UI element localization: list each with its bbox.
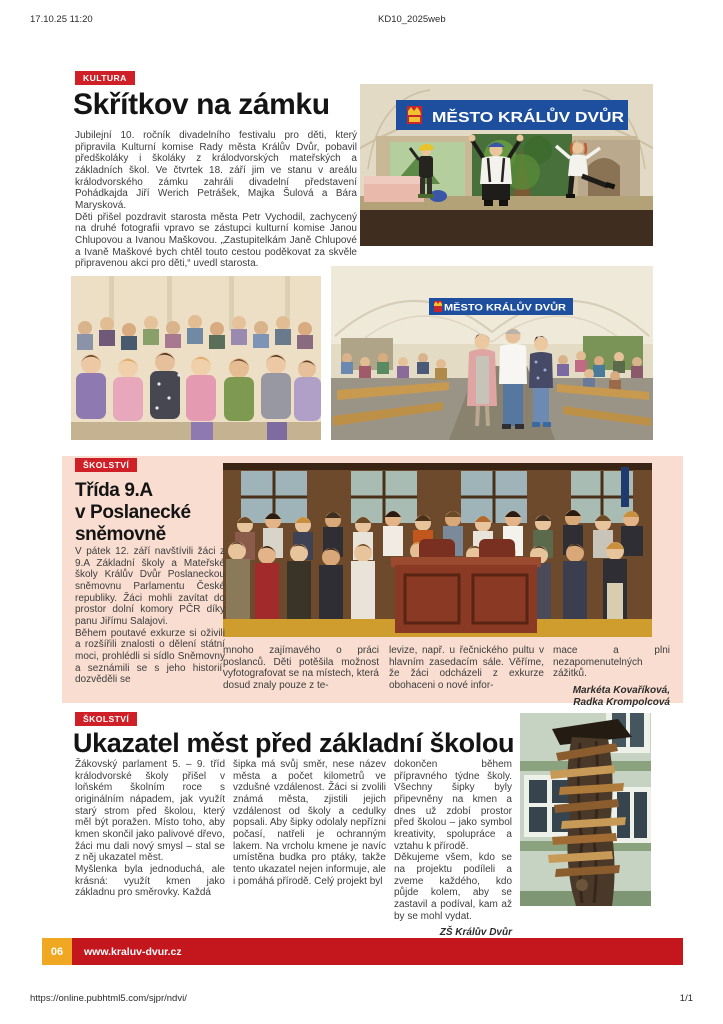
tent-officials-photo xyxy=(331,266,653,440)
svg-text:MĚSTO KRÁLŮV DVŮR: MĚSTO KRÁLŮV DVŮR xyxy=(444,302,544,313)
snemovna-column-1 xyxy=(75,546,225,686)
article-kultura-headline: Skřítkov na zámku xyxy=(73,88,330,121)
signature-author-2: Radka Krompolcová xyxy=(573,697,670,709)
ukazatel-column-1 xyxy=(75,759,225,899)
building-window-right xyxy=(612,787,651,843)
page-footer-bar xyxy=(42,938,683,965)
print-doc-title: KD10_2025web xyxy=(378,14,446,25)
article-kultura-paragraph-2: Děti přišel pozdravit starosta města Petr Vychodil, zachycený na druhé fotografii vpravo se zástupci kulturní komise Janou Chlupovou a Ivanou Maškovou. „Zastupitelkám Janě Chlupové a Ivaně Maškové bych chtěl touto cestou poděkovat za skvěle připravenou akci pro děti,“ uvedl starosta. xyxy=(75,211,357,270)
signature-author-1: Markéta Kovaříková, xyxy=(572,684,670,696)
snemovna-col1-paragraph-2: Během poutavé exkurze si oživili a rozšířili znalosti o dělení státní moci, prohlédli si sídlo Sněmovny a seznámili se s jeho historií, dozvěděli se xyxy=(75,627,225,686)
page-number-badge: 06 xyxy=(42,938,72,965)
snemovna-column-3: levize, např. u řečnického pultu v hlavním zasedacím sále. Věříme, že žáci odcházeli z exkurze obohaceni o nové infor- xyxy=(389,645,544,691)
city-crest-icon xyxy=(407,106,422,124)
article-ukazatel-headline: Ukazatel měst před základní školou xyxy=(73,728,515,758)
section-tag-skolstvi-2: ŠKOLSTVÍ xyxy=(75,712,137,726)
children-audience-photo xyxy=(71,276,321,440)
snemovna-signature xyxy=(553,685,670,710)
footer-website: www.kraluv-dvur.cz xyxy=(84,945,182,958)
article-kultura-paragraph-1: Jubilejní 10. ročník divadelního festivalu pro děti, který připravila Kulturní komise Rady města Králův Dvůr, pobavil předškoláky i školáky z králodvorských mateřských a základních škol. Ve čtvrtek 18. září jim ve stanu v areálu králodvorského zámku zahráli divadelní představení Pohádkajda Jiří Werich Petrášek, Majka Šulová a Bára Marysková. xyxy=(75,130,357,211)
article-snemovna-headline xyxy=(75,480,191,546)
snemovna-column-4 xyxy=(553,645,670,710)
snemovna-col1-paragraph-1: V pátek 12. září navštívili žáci z 9.A Základní školy a Mateřské školy Králův Dvůr Poslaneckou sněmovnu Parlamentu České republiky. Žáci mohli zavítat do prostor dolní komory PČR díky panu Jiřímu Salajovi. xyxy=(75,546,225,627)
parliament-class-photo xyxy=(223,463,652,637)
ukazatel-signature: ZŠ Králův Dvůr xyxy=(439,927,512,939)
signpost-pole-photo xyxy=(520,713,651,906)
print-datetime: 17.10.25 11:20 xyxy=(30,14,93,25)
print-page-indicator: 1/1 xyxy=(679,993,693,1004)
section-tag-kultura: KULTURA xyxy=(75,71,135,85)
section-tag-skolstvi-1: ŠKOLSTVÍ xyxy=(75,458,137,472)
stage-banner xyxy=(396,100,628,130)
headline-line-3: sněmovně xyxy=(75,524,166,545)
ukazatel-column-3 xyxy=(394,759,512,940)
print-source-url: https://online.pubhtml5.com/sjpr/ndvi/ xyxy=(30,993,187,1004)
headline-line-2: v Poslanecké xyxy=(75,502,191,523)
ukazatel-col3-paragraph-2: Děkujeme všem, kdo se na projektu podíleli a zveme každého, kdo půjde kolem, aby se zastavil a podíval, kam až by se mohl vydat. xyxy=(394,852,512,922)
headline-line-1: Třída 9.A xyxy=(75,480,153,501)
snemovna-col4-paragraph: mace a plni nezapomenutelných zážitků. xyxy=(553,645,670,680)
ukazatel-column-2: šipka má svůj směr, nese název města a počet kilometrů ve vzdušné vzdálenost. Žáci si zvolili známá města, zjistili jejich vzdálenost od školy a cedulky popsali. Aby šipky odolaly nepřízni počasí, natřeli je ochranným lakem. Na vrcholu kmene je navíc umístěna budka pro ptáky, takže tento ukazatel nejen informuje, ale i pomáhá přírodě. Celý projekt byl xyxy=(233,759,386,887)
ukazatel-col1-paragraph-2: Myšlenka byla jednoduchá, ale krásná: využít kmen jako základnu pro směrovky. Každá xyxy=(75,863,225,899)
ukazatel-col3-paragraph-1: dokončen během přípravného týdne školy. Všechny šipky byly připevněny na kmen a dnes už zdobí prostor před školou – jako symbol kreativity, spolupráce a vztahu k přírodě. xyxy=(394,759,512,852)
snemovna-column-2: mnoho zajímavého o práci poslanců. Děti potěšila možnost vyfotografovat se na místech, která dosud znaly pouze z te- xyxy=(223,645,379,691)
svg-text:MĚSTO KRÁLŮV DVŮR: MĚSTO KRÁLŮV DVŮR xyxy=(432,109,599,126)
article-kultura-body xyxy=(75,130,357,270)
parliament-desk xyxy=(391,557,541,633)
ukazatel-col1-paragraph-1: Žákovský parlament 5. – 9. tříd králodvorské školy přišel v loňském školním roce s originálním nápadem, jak využít starý strom před školou, který měl být poražen. Místo toho, aby kmen skončil jako palivové dřevo, žáci mu dali nový smysl – stal se z něj ukazatel měst. xyxy=(75,759,225,864)
stage-performance-photo xyxy=(360,84,653,246)
tent-banner xyxy=(429,298,573,315)
